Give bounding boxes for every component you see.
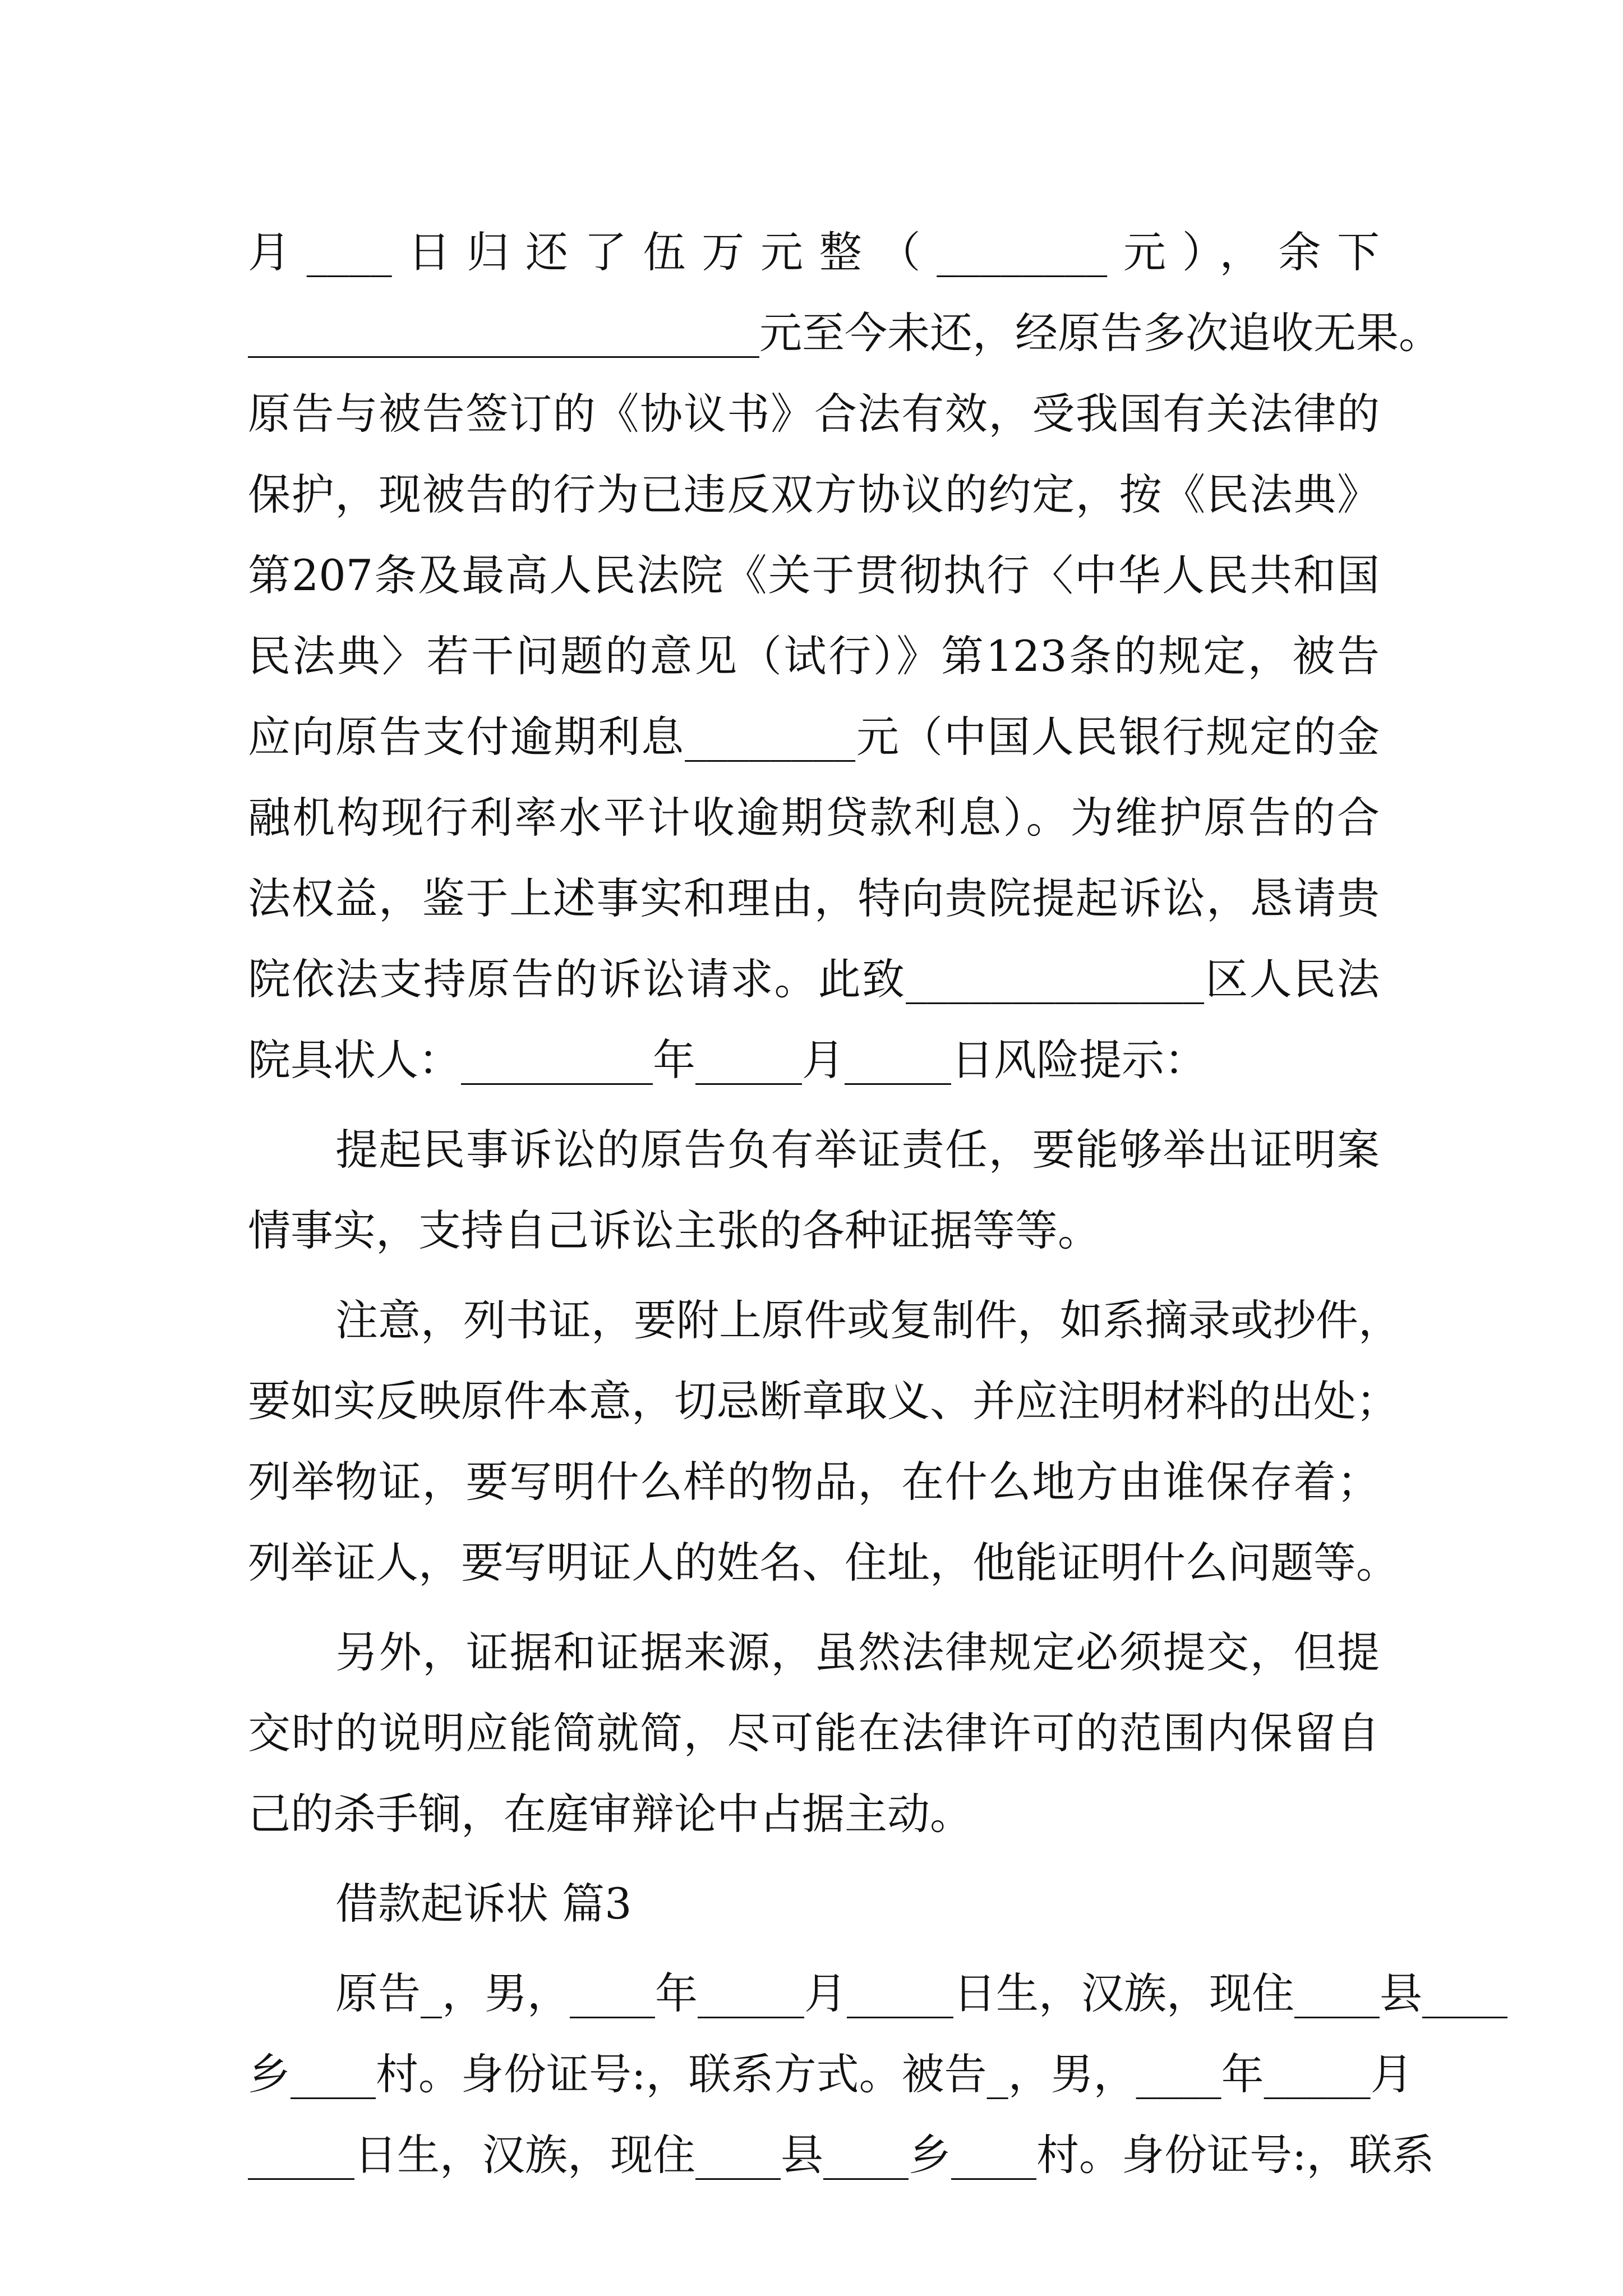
text-line: 院具状人：_________年_____月_____日风险提示： — [248, 1035, 1207, 1085]
text-line: 原告与被告签订的《协议书》合法有效，受我国有关法律的 — [248, 389, 1380, 439]
paragraph-first-line: 注意，列书证，要附上原件或复制件，如系摘录或抄件， — [335, 1295, 1401, 1345]
text-line: 情事实，支持自己诉讼主张的各种证据等等。 — [248, 1205, 1100, 1255]
text-line: 融机构现行利率水平计收逾期贷款利息）。为维护原告的合 — [248, 793, 1380, 843]
paragraph-first-line: 提起民事诉讼的原告负有举证责任，要能够举出证明案 — [335, 1125, 1380, 1175]
text-line: 乡____村。身份证号:，联系方式。被告_，男，____年_____月 — [248, 2049, 1413, 2099]
document-page — [248, 212, 1507, 2196]
paragraph-first-line: 原告_，男，____年_____月_____日生，汉族，现住____县____ — [335, 1968, 1507, 2018]
text-line: 应向原告支付逾期利息________元（中国人民银行规定的金 — [248, 712, 1380, 762]
text-line: 要如实反映原件本意，切忌断章取义、并应注明材料的出处； — [248, 1376, 1399, 1426]
section-heading: 借款起诉状 篇3 — [335, 1879, 632, 1929]
text-line: 列举物证，要写明什么样的物品，在什么地方由谁保存着； — [248, 1457, 1380, 1507]
text-line: 保护，现被告的行为已违反双方协议的约定，按《民法典》 — [248, 470, 1380, 519]
paragraph-first-line: 另外，证据和证据来源，虽然法律规定必须提交，但提 — [335, 1627, 1380, 1677]
text-line: 院依法支持原告的诉讼请求。此致______________区人民法 — [248, 954, 1380, 1004]
text-line: 法权益，鉴于上述事实和理由，特向贵院提起诉讼，恳请贵 — [248, 873, 1380, 923]
text-line: _____日生，汉族，现住____县____乡____村。身份证号:，联系 — [248, 2130, 1435, 2180]
text-line: 月____日归还了伍万元整（________元），余下 — [248, 227, 1380, 277]
text-line: 交时的说明应能简就简，尽可能在法律许可的范围内保留自 — [248, 1708, 1380, 1758]
text-line: 列举证人，要写明证人的姓名、住址，他能证明什么问题等。 — [248, 1538, 1399, 1588]
text-line: 第207条及最高人民法院《关于贯彻执行〈中华人民共和国 — [248, 550, 1380, 600]
text-line: 己的杀手锏，在庭审辩论中占据主动。 — [248, 1789, 972, 1839]
text-line: ________________________元至今未还，经原告多次追收无果。 — [248, 308, 1441, 358]
text-line: 民法典〉若干问题的意见（试行）》第123条的规定，被告 — [248, 631, 1380, 681]
